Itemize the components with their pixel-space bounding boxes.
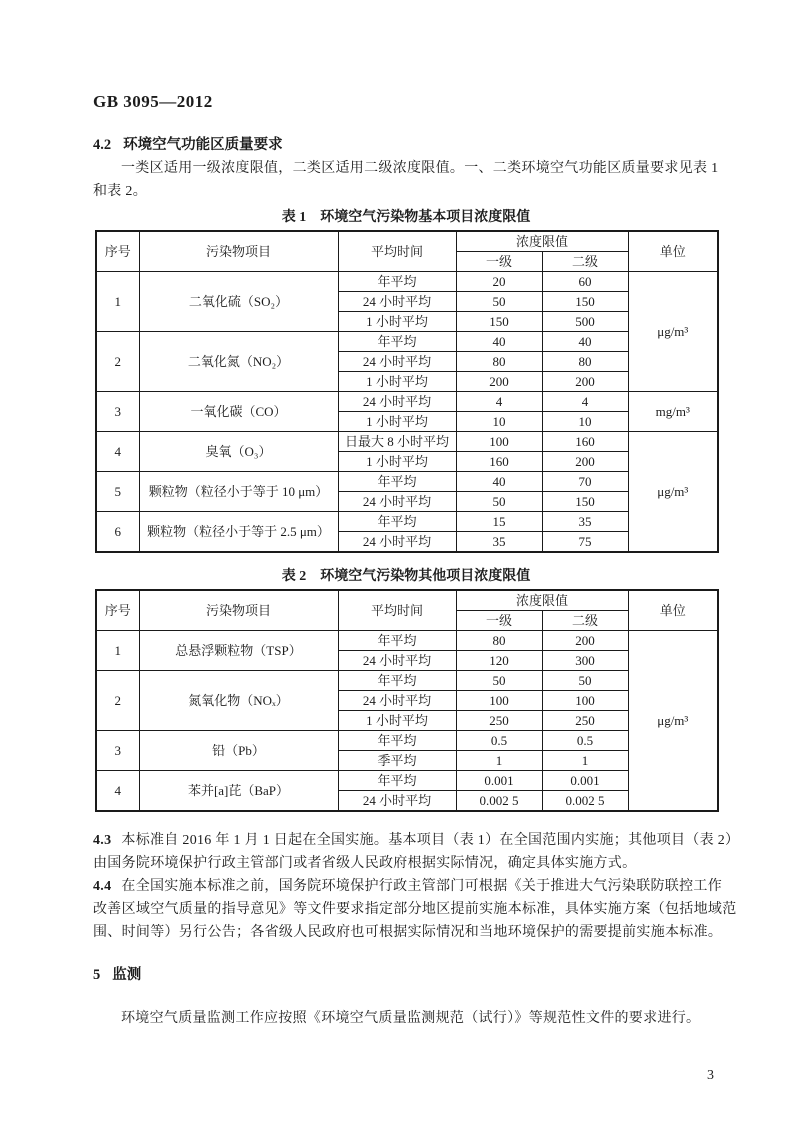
cell-level2-value: 250 (542, 711, 628, 731)
cell-avg-time: 年平均 (338, 771, 456, 791)
clause-4-3-paragraph (93, 829, 740, 875)
cell-avg-time: 年平均 (338, 631, 456, 651)
cell-level1-value: 10 (456, 412, 542, 432)
cell-pollutant: 苯并[a]芘（BaP） (139, 771, 338, 812)
clause-5-paragraph (93, 1008, 730, 1031)
cell-level1-value: 50 (456, 671, 542, 691)
cell-seq: 3 (96, 731, 139, 771)
cell-avg-time: 年平均 (338, 512, 456, 532)
table-row (96, 512, 718, 532)
cell-level2-value: 150 (542, 292, 628, 312)
cell-unit: μg/m³ (628, 432, 718, 553)
header-cell-pollutant: 污染物项目 (139, 590, 338, 631)
cell-unit: mg/m³ (628, 392, 718, 432)
clause-5-heading (93, 965, 730, 985)
standard-code: GB 3095—2012 (93, 92, 213, 111)
header-cell-level2: 二级 (542, 252, 628, 272)
cell-level1-value: 80 (456, 352, 542, 372)
cell-seq: 2 (96, 671, 139, 731)
cell-seq: 3 (96, 392, 139, 432)
table-row (96, 272, 718, 292)
cell-level1-value: 80 (456, 631, 542, 651)
cell-seq: 2 (96, 332, 139, 392)
cell-level2-value: 4 (542, 392, 628, 412)
clause-5-title: 监测 (112, 967, 142, 983)
cell-level2-value: 1 (542, 751, 628, 771)
page-content (93, 92, 740, 1084)
cell-level1-value: 100 (456, 432, 542, 452)
cell-seq: 6 (96, 512, 139, 553)
cell-level2-value: 10 (542, 412, 628, 432)
cell-unit: μg/m³ (628, 631, 718, 812)
table-1-block (95, 208, 717, 553)
table-row (96, 631, 718, 651)
cell-avg-time: 年平均 (338, 671, 456, 691)
cell-pollutant: 铅（Pb） (139, 731, 338, 771)
cell-level1-value: 15 (456, 512, 542, 532)
table-2-title: 表 2 环境空气污染物其他项目浓度限值 (281, 569, 531, 584)
paragraph-line: 环境空气质量监测工作应按照《环境空气质量监测规范（试行）》等规范性文件的要求进行。 (121, 1011, 701, 1026)
cell-level2-value: 200 (542, 452, 628, 472)
cell-level1-value: 150 (456, 312, 542, 332)
header-cell-unit: 单位 (628, 231, 718, 272)
cell-level2-value: 150 (542, 492, 628, 512)
table-2 (95, 589, 719, 812)
table-row (96, 671, 718, 691)
paragraph-line: 4.3 本标准自 2016 年 1 月 1 日起在全国实施。基本项目（表 1）在全国范围内实施；其他项目（表 2） (93, 833, 740, 848)
cell-pollutant: 氮氧化物（NOₓ） (139, 671, 338, 731)
clause-4-2-heading (93, 135, 730, 155)
cell-avg-time: 24 小时平均 (338, 691, 456, 711)
header-cell-level1: 一级 (456, 611, 542, 631)
cell-avg-time: 24 小时平均 (338, 651, 456, 671)
paragraph-line: 改善区域空气质量的指导意见》等文件要求指定部分地区提前实施本标准，具体实施方案（包括地域范 (93, 902, 737, 917)
header-cell-level1: 一级 (456, 252, 542, 272)
cell-level1-value: 120 (456, 651, 542, 671)
cell-avg-time: 季平均 (338, 751, 456, 771)
cell-avg-time: 年平均 (338, 731, 456, 751)
cell-pollutant: 二氧化氮（NO₂） (139, 332, 338, 392)
cell-level1-value: 50 (456, 492, 542, 512)
page-number: 3 (707, 1067, 714, 1083)
clause-5-number: 5 (93, 967, 101, 983)
cell-avg-time: 年平均 (338, 332, 456, 352)
cell-level1-value: 50 (456, 292, 542, 312)
cell-avg-time: 日最大 8 小时平均 (338, 432, 456, 452)
cell-level1-value: 4 (456, 392, 542, 412)
header-cell-level2: 二级 (542, 611, 628, 631)
table-1 (95, 230, 719, 553)
cell-level1-value: 250 (456, 711, 542, 731)
table-row (96, 731, 718, 751)
cell-avg-time: 1 小时平均 (338, 711, 456, 731)
cell-avg-time: 年平均 (338, 272, 456, 292)
cell-level2-value: 300 (542, 651, 628, 671)
cell-avg-time: 1 小时平均 (338, 412, 456, 432)
cell-seq: 4 (96, 432, 139, 472)
clause-4-2-paragraph (93, 158, 730, 203)
paragraph-line: 围、时间等）另行公告；各省级人民政府也可根据实际情况和当地环境保护的需要提前实施本标准。 (93, 925, 723, 940)
cell-level1-value: 20 (456, 272, 542, 292)
cell-pollutant: 一氧化碳（CO） (139, 392, 338, 432)
cell-level2-value: 0.002 5 (542, 791, 628, 812)
cell-level2-value: 0.001 (542, 771, 628, 791)
cell-level1-value: 200 (456, 372, 542, 392)
cell-level2-value: 160 (542, 432, 628, 452)
cell-pollutant: 臭氧（O₃） (139, 432, 338, 472)
clause-4-4-paragraph (93, 875, 737, 944)
cell-level2-value: 75 (542, 532, 628, 553)
clause-number: 4.3 (93, 833, 112, 848)
cell-avg-time: 24 小时平均 (338, 532, 456, 553)
header-cell-limit: 浓度限值 (456, 231, 628, 252)
table-header-row (96, 590, 718, 611)
table-row (96, 392, 718, 412)
paragraph-line: 4.4 在全国实施本标准之前，国务院环境保护行政主管部门可根据《关于推进大气污染联防联控工作 (93, 879, 723, 894)
header-cell-avg-time: 平均时间 (338, 231, 456, 272)
header-cell-pollutant: 污染物项目 (139, 231, 338, 272)
clause-4-2-title: 环境空气功能区质量要求 (123, 137, 283, 153)
cell-level2-value: 70 (542, 472, 628, 492)
header-cell-seq: 序号 (96, 231, 139, 272)
cell-level2-value: 80 (542, 352, 628, 372)
cell-pollutant: 二氧化硫（SO₂） (139, 272, 338, 332)
cell-level1-value: 40 (456, 472, 542, 492)
cell-level1-value: 0.002 5 (456, 791, 542, 812)
cell-level2-value: 50 (542, 671, 628, 691)
cell-level2-value: 100 (542, 691, 628, 711)
cell-seq: 1 (96, 631, 139, 671)
cell-level2-value: 200 (542, 631, 628, 651)
cell-level2-value: 60 (542, 272, 628, 292)
table-row (96, 332, 718, 352)
cell-avg-time: 24 小时平均 (338, 352, 456, 372)
cell-level1-value: 40 (456, 332, 542, 352)
header-cell-seq: 序号 (96, 590, 139, 631)
table-row (96, 771, 718, 791)
table-row (96, 472, 718, 492)
cell-avg-time: 年平均 (338, 472, 456, 492)
table-2-block (95, 567, 717, 812)
cell-pollutant: 颗粒物（粒径小于等于 2.5 μm） (139, 512, 338, 553)
header-cell-limit: 浓度限值 (456, 590, 628, 611)
paragraph-line: 和表 2。 (93, 183, 147, 199)
paragraph-line: 由国务院环境保护行政主管部门或者省级人民政府根据实际情况，确定具体实施方式。 (93, 856, 637, 871)
cell-level2-value: 200 (542, 372, 628, 392)
table-header-row (96, 231, 718, 252)
header-cell-avg-time: 平均时间 (338, 590, 456, 631)
cell-avg-time: 1 小时平均 (338, 452, 456, 472)
cell-level1-value: 160 (456, 452, 542, 472)
cell-level1-value: 0.5 (456, 731, 542, 751)
clause-4-2-number: 4.2 (93, 137, 112, 153)
cell-level1-value: 0.001 (456, 771, 542, 791)
cell-pollutant: 颗粒物（粒径小于等于 10 μm） (139, 472, 338, 512)
cell-level2-value: 500 (542, 312, 628, 332)
cell-unit: μg/m³ (628, 272, 718, 392)
cell-seq: 5 (96, 472, 139, 512)
cell-avg-time: 24 小时平均 (338, 791, 456, 812)
cell-level2-value: 35 (542, 512, 628, 532)
table-row (96, 432, 718, 452)
cell-avg-time: 24 小时平均 (338, 292, 456, 312)
cell-level1-value: 1 (456, 751, 542, 771)
clause-number: 4.4 (93, 879, 112, 894)
cell-level2-value: 40 (542, 332, 628, 352)
cell-avg-time: 24 小时平均 (338, 492, 456, 512)
cell-pollutant: 总悬浮颗粒物（TSP） (139, 631, 338, 671)
paragraph-line: 一类区适用一级浓度限值，二类区适用二级浓度限值。一、二类环境空气功能区质量要求见表 1 (121, 161, 719, 176)
cell-level1-value: 100 (456, 691, 542, 711)
cell-avg-time: 1 小时平均 (338, 312, 456, 332)
cell-avg-time: 24 小时平均 (338, 392, 456, 412)
cell-avg-time: 1 小时平均 (338, 372, 456, 392)
cell-level1-value: 35 (456, 532, 542, 553)
header-cell-unit: 单位 (628, 590, 718, 631)
table-1-title: 表 1 环境空气污染物基本项目浓度限值 (281, 210, 531, 225)
cell-seq: 1 (96, 272, 139, 332)
cell-seq: 4 (96, 771, 139, 812)
cell-level2-value: 0.5 (542, 731, 628, 751)
